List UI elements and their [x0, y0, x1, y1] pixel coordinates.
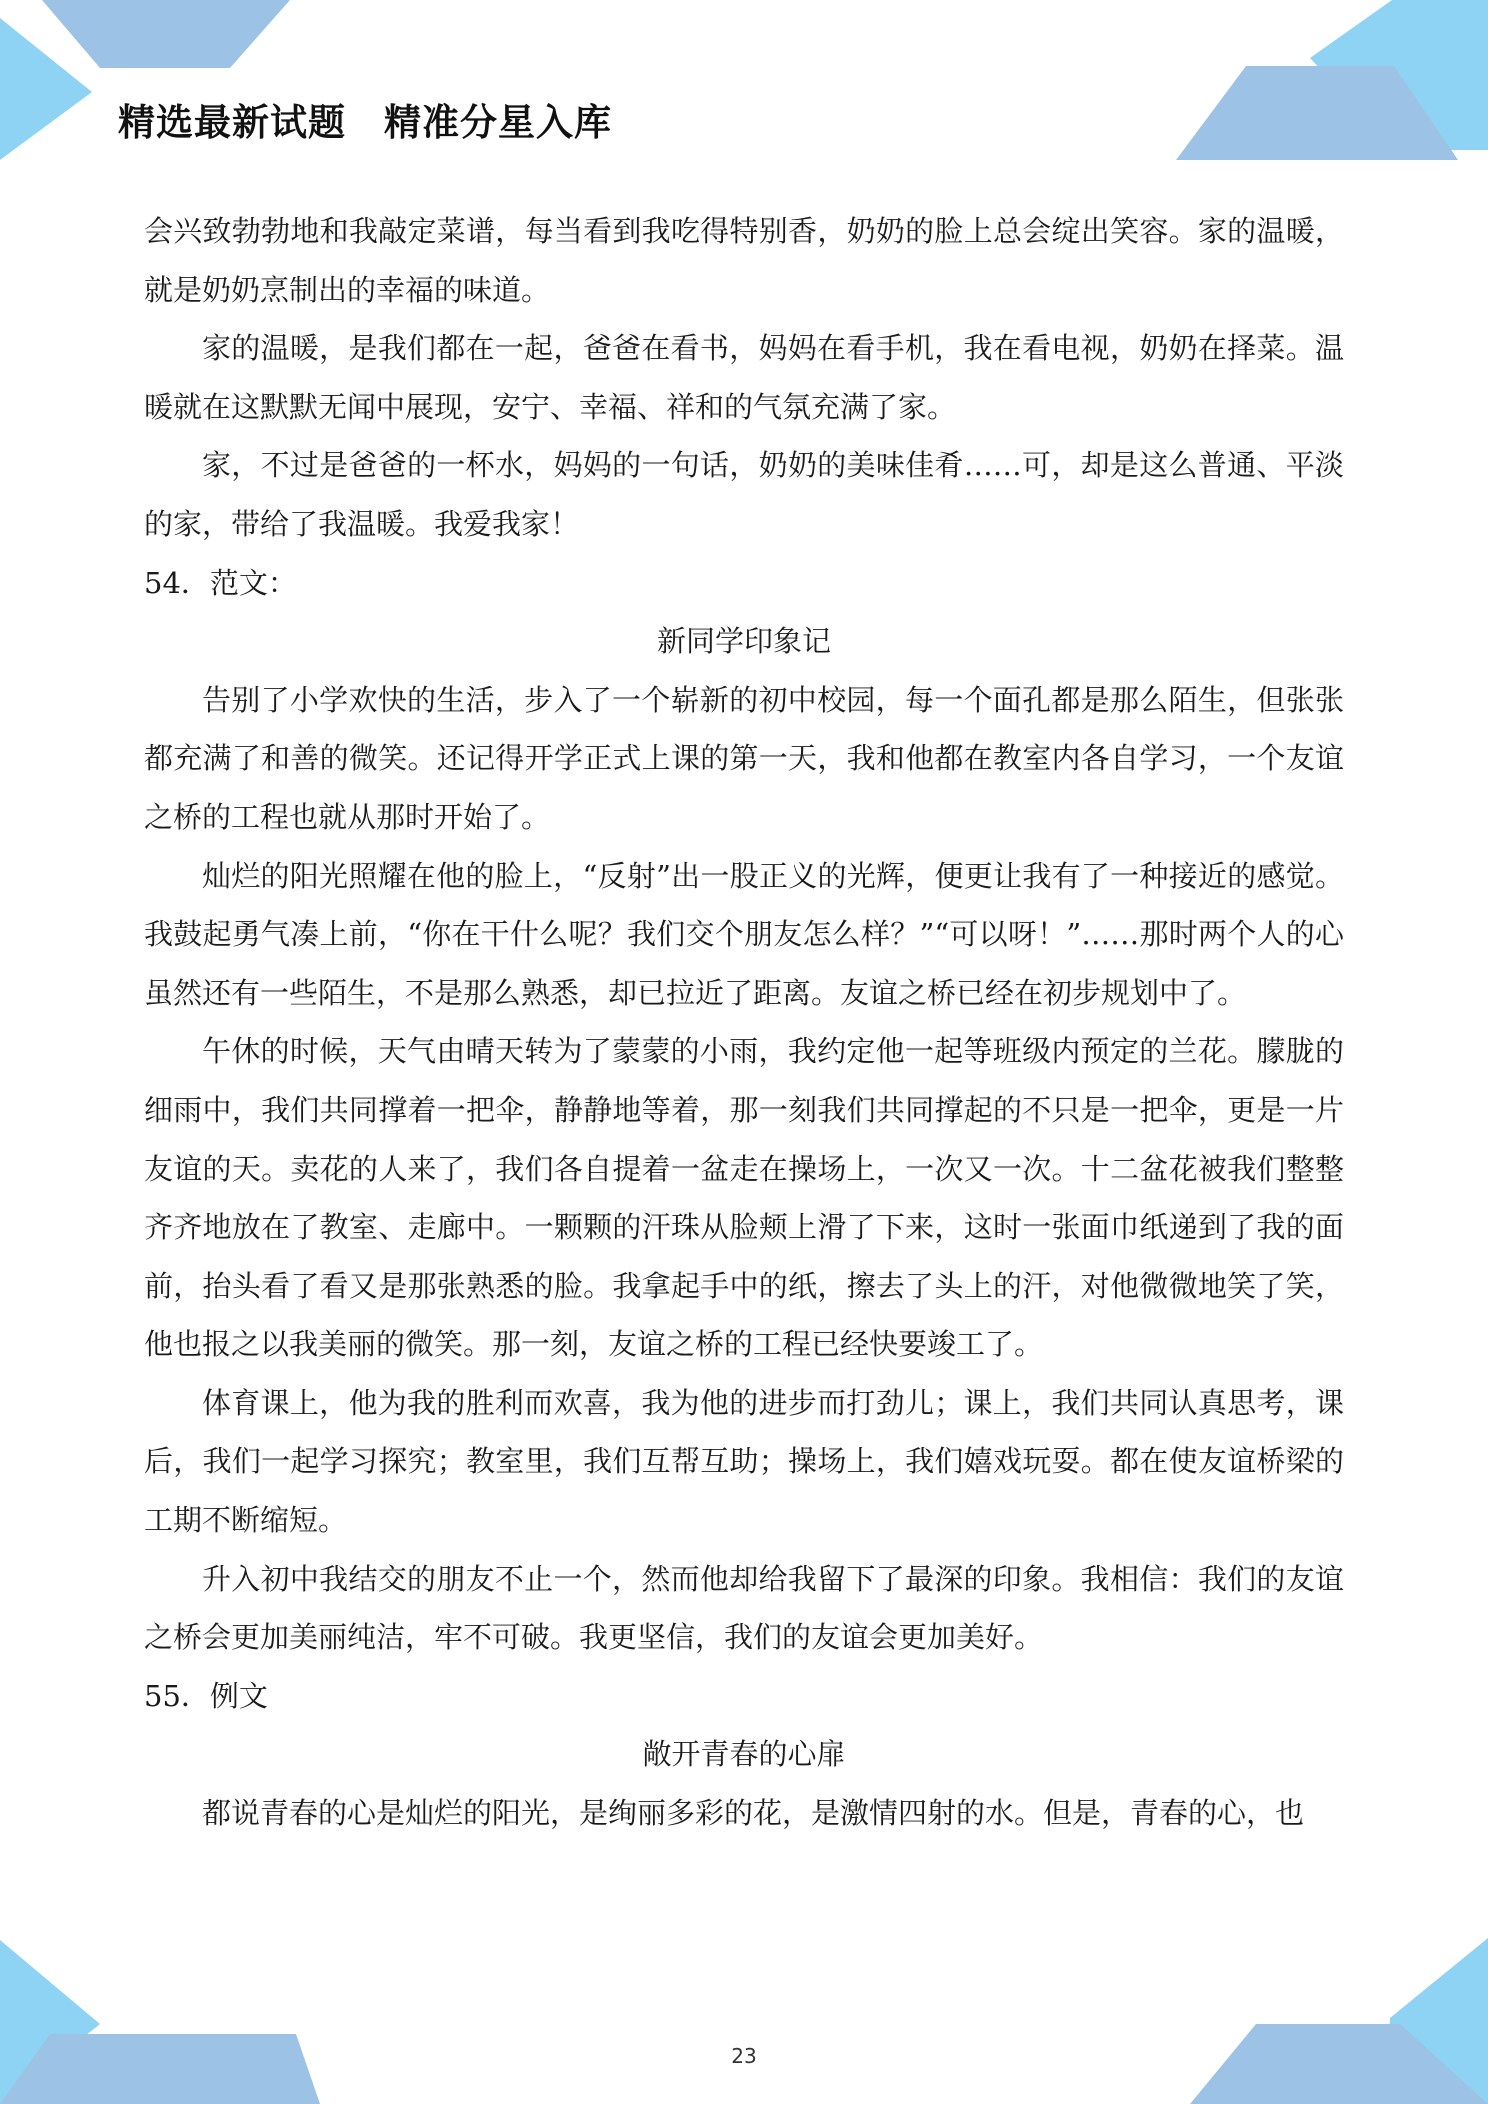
question-number-55: 55．例文 — [144, 1678, 268, 1713]
bottom-right-decoration — [1170, 1920, 1488, 2104]
top-right-decoration — [1170, 0, 1488, 170]
page-number: 23 — [731, 2044, 757, 2068]
paragraph: 会兴致勃勃地和我敲定菜谱，每当看到我吃得特别香，奶奶的脸上总会绽出笑容。家的温暖，就是奶奶烹制出的幸福的味道。 — [144, 214, 1344, 307]
question-number-54: 54．范文： — [144, 565, 297, 600]
paragraph: 都说青春的心是灿烂的阳光，是绚丽多彩的花，是激情四射的水。但是，青春的心，也 — [202, 1796, 1305, 1831]
paragraph: 告别了小学欢快的生活，步入了一个崭新的初中校园，每一个面孔都是那么陌生，但张张都充满了和善的微笑。还记得开学正式上课的第一天，我和他都在教室内各自学习，一个友谊之桥的工程也就从那时开始了。 — [144, 682, 1344, 834]
bottom-left-decoration — [0, 1920, 320, 2104]
paragraph: 家，不过是爸爸的一杯水，妈妈的一句话，奶奶的美味佳肴……可，却是这么普通、平淡的家，带给了我温暖。我爱我家！ — [144, 448, 1344, 541]
document-body — [144, 202, 1344, 1843]
paragraph: 灿烂的阳光照耀在他的脸上，“反射”出一股正义的光辉，便更让我有了一种接近的感觉。我鼓起勇气凑上前，“你在干什么呢？我们交个朋友怎么样？”“可以呀！”……那时两个人的心虽然还有一些陌生，不是那么熟悉，却已拉近了距离。友谊之桥已经在初步规划中了。 — [144, 858, 1344, 1010]
paragraph: 家的温暖，是我们都在一起，爸爸在看书，妈妈在看手机，我在看电视，奶奶在择菜。温暖就在这默默无闻中展现，安宁、幸福、祥和的气氛充满了家。 — [144, 331, 1344, 424]
paragraph: 体育课上，他为我的胜利而欢喜，我为他的进步而打劲儿；课上，我们共同认真思考，课后，我们一起学习探究；教室里，我们互帮互助；操场上，我们嬉戏玩耍。都在使友谊桥梁的工期不断缩短。 — [144, 1385, 1344, 1538]
essay-title-55: 敞开青春的心扉 — [642, 1737, 846, 1772]
header-title: 精选最新试题 精准分星入库 — [118, 101, 612, 144]
paragraph: 午休的时候，天气由晴天转为了蒙蒙的小雨，我约定他一起等班级内预定的兰花。朦胧的细雨中，我们共同撑着一把伞，静静地等着，那一刻我们共同撑起的不只是一把伞，更是一片友谊的天。卖花的人来了，我们各自提着一盆走在操场上，一次又一次。十二盆花被我们整整齐齐地放在了教室、走廊中。一颗颗的汗珠从脸颊上滑了下来，这时一张面巾纸递到了我的面前，抬头看了看又是那张熟悉的脸。我拿起手中的纸，擦去了头上的汗，对他微微地笑了笑，他也报之以我美丽的微笑。那一刻，友谊之桥的工程已经快要竣工了。 — [144, 1034, 1344, 1362]
essay-title-54: 新同学印象记 — [656, 624, 831, 659]
paragraph: 升入初中我结交的朋友不止一个，然而他却给我留下了最深的印象。我相信：我们的友谊之桥会更加美丽纯洁，牢不可破。我更坚信，我们的友谊会更加美好。 — [144, 1561, 1344, 1655]
